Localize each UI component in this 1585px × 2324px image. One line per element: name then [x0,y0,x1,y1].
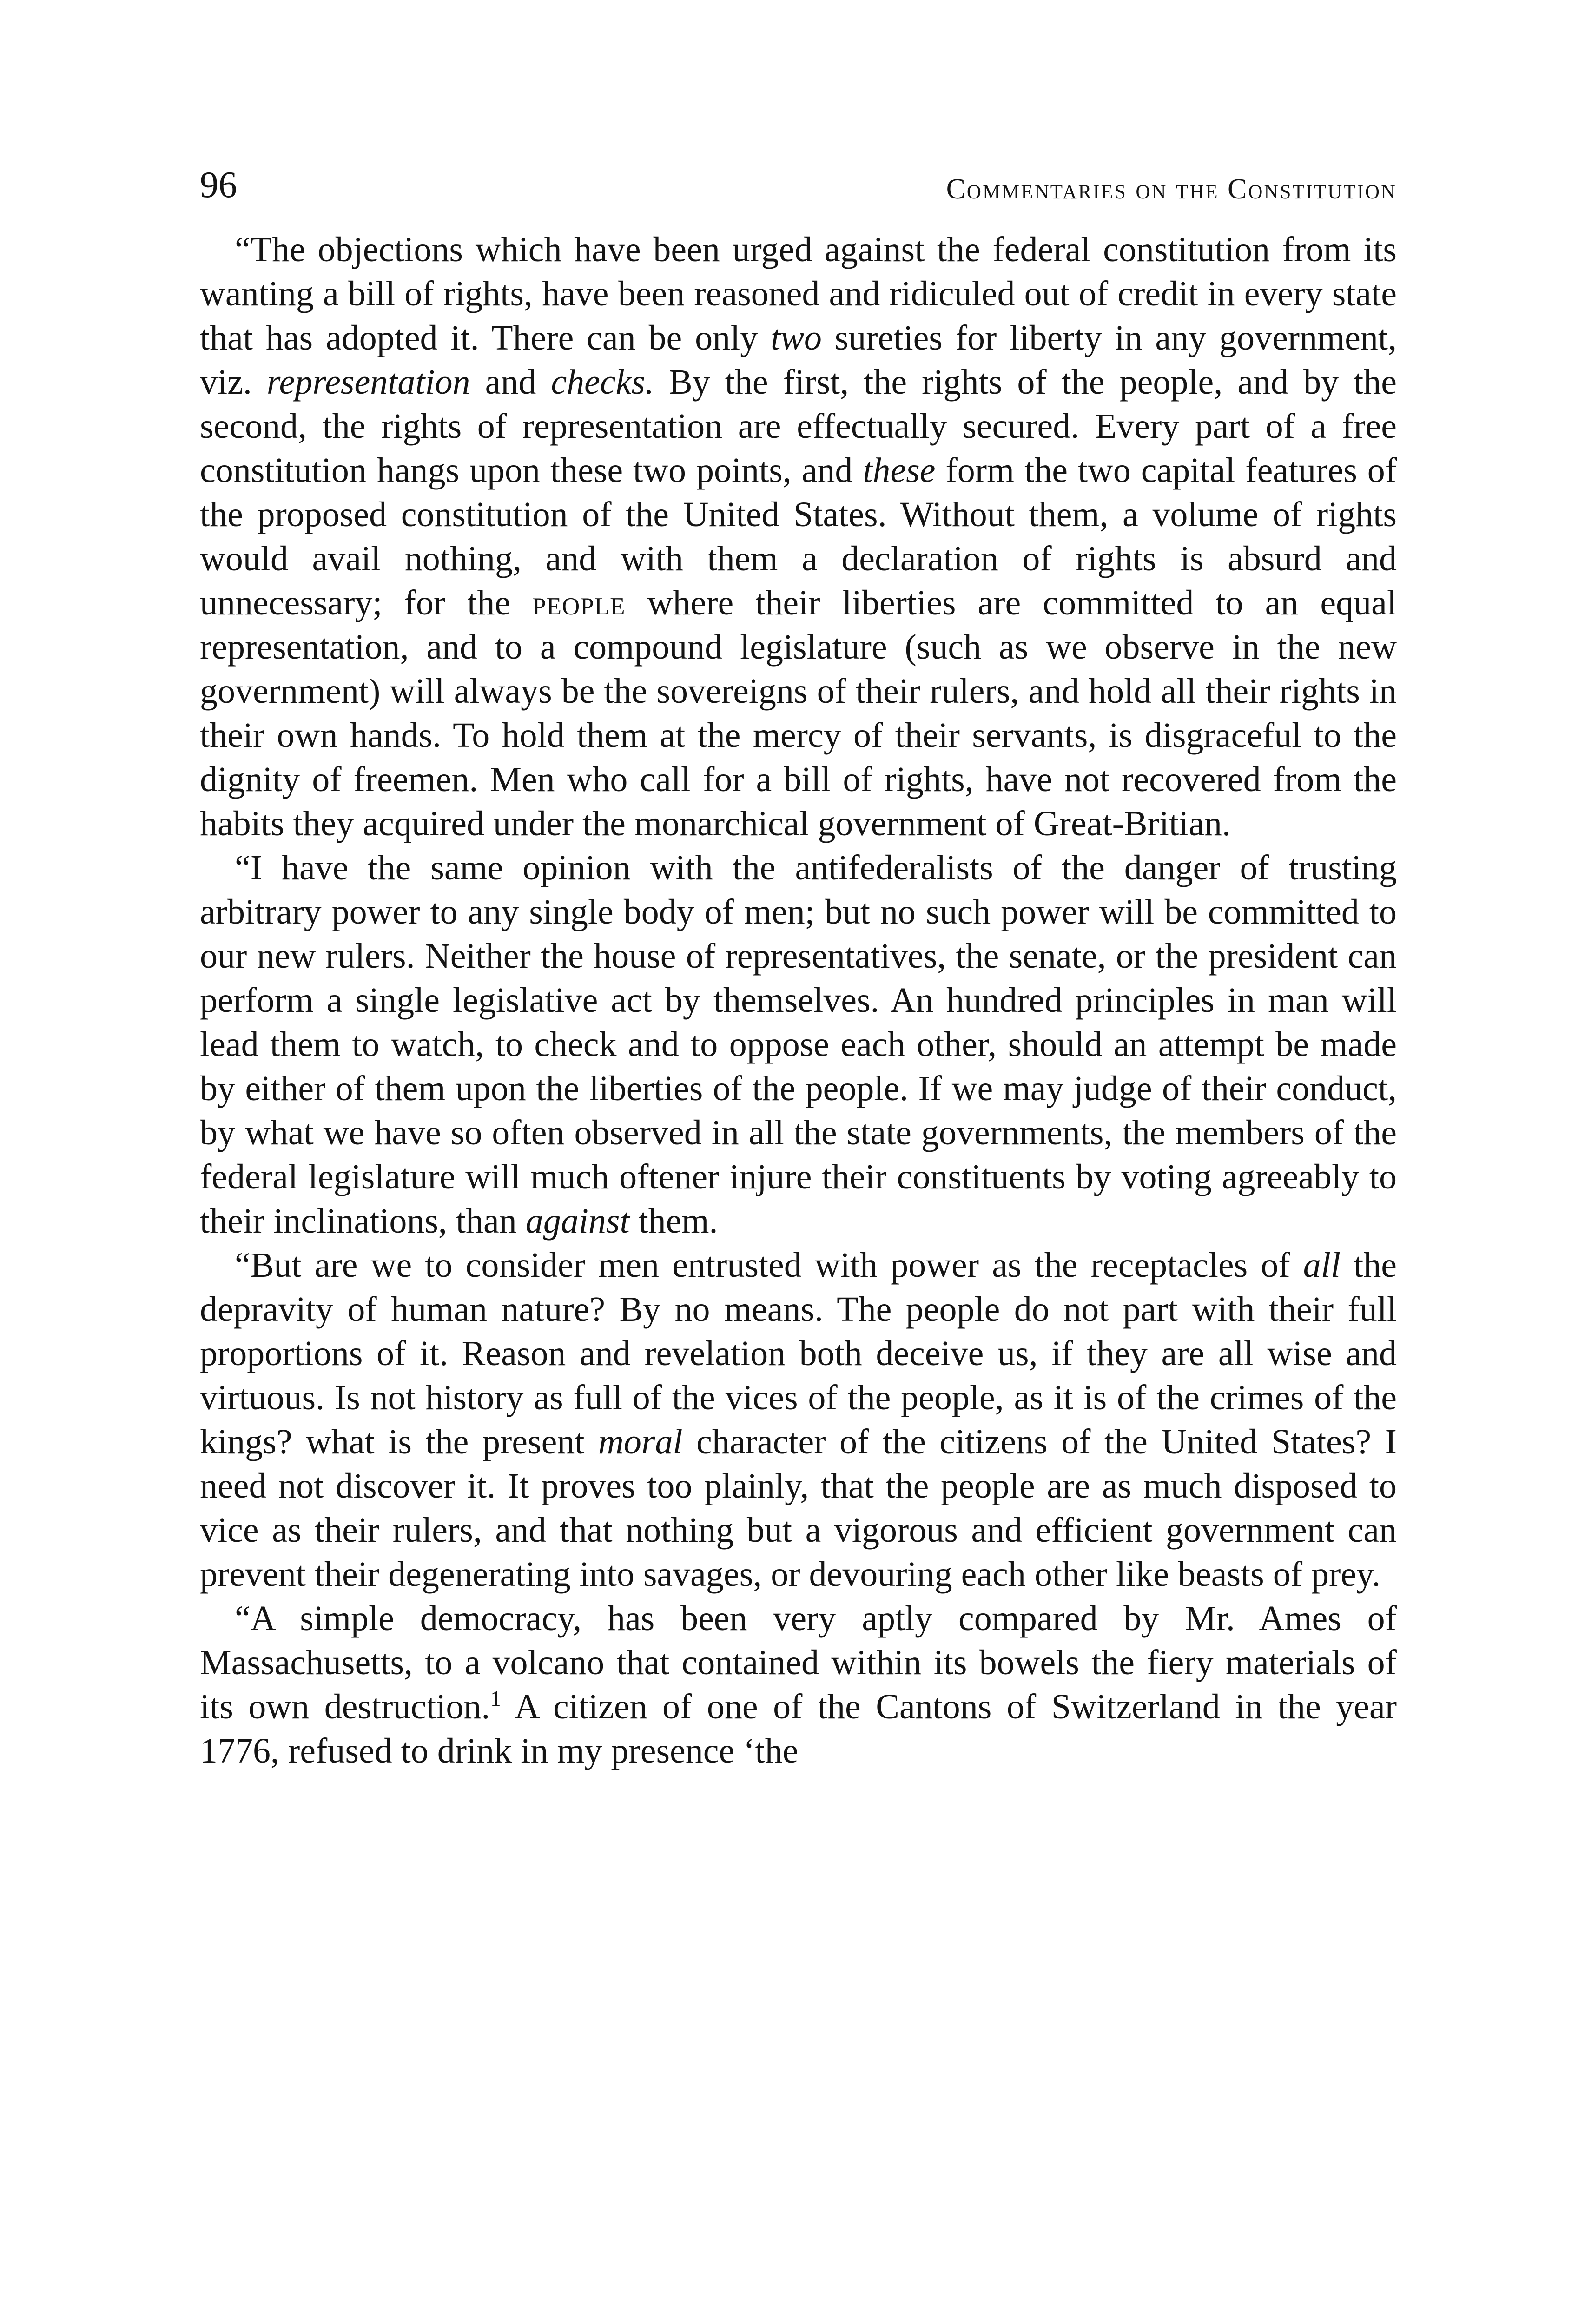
paragraph [200,846,1397,1243]
text-segment: where their liberties are committed to an equal representation, and to a compound legislature (such as we observe in the new government) will always be the sovereigns of their rulers, and hold all their rights in their own hands. To hold them at the mercy of their servants, is disgraceful to the dignity of freemen. Men who call for a bill of rights, have not recovered from the habits they acquired under the monarchical government of Great-Britian. [200,583,1397,843]
text-segment: “A simple democracy, has been very aptly compared by Mr. Ames of Massachusetts, to a volcano that contained within its bowels the fiery materials of its own destruction. [200,1599,1397,1726]
footnote-reference: 1 [490,1686,502,1711]
paragraph [200,228,1397,846]
italic-text: against [525,1202,630,1241]
italic-text: two [771,318,822,357]
running-title: Commentaries on the Constitution [946,173,1397,205]
text-segment: A citizen of one of the Cantons of Switzerland in the year 1776, refused to drink in my presence ‘the [200,1687,1397,1770]
italic-text: checks. [551,363,654,402]
text-segment: character of the citizens of the United States? I need not discover it. It proves too plainly, that the people are as much disposed to vice as their rulers, and that nothing but a vigorous and efficient government can prevent their degenerating into savages, or devouring each other like beasts of prey. [200,1422,1397,1594]
text-segment: “But are we to consider men entrusted with power as the receptacles of [235,1246,1303,1285]
text-segment: “I have the same opinion with the antifederalists of the danger of trusting arbitrary power to any single body of men; but no such power will be committed to our new rulers. Neither the house of representatives, the senate, or the president can perform a single legislative act by themselves. An hundred principles in man will lead them to watch, to check and to oppose each other, should an attempt be made by either of them upon the liberties of the people. If we may judge of their conduct, by what we have so often observed in all the state governments, the members of the federal legislature will much oftener injure their constituents by voting agreeably to their inclinations, than [200,848,1397,1241]
book-page [200,158,1397,1773]
paragraph [200,1243,1397,1597]
text-segment: sureties for liberty in any government, viz. [200,318,1397,402]
text-segment: form the two capital features of the proposed constitution of the United States. Without them, a volume of rights would avail nothing, and with them a declaration of rights is absurd and unnecessary; for the [200,451,1397,622]
italic-text: all [1303,1246,1341,1285]
paragraph [200,1597,1397,1773]
italic-text: moral [598,1422,683,1461]
italic-text: representation [266,363,470,402]
text-segment: and [470,363,551,402]
text-segment: them. [629,1202,718,1241]
small-caps-text: people [532,583,626,622]
italic-text: these [863,451,936,490]
text-segment: “The objections which have been urged against the federal constitution from its wanting a bill of rights, have been reasoned and ridiculed out of credit in every state that has adopted it. There can be only [200,230,1397,357]
running-head [200,158,1397,209]
body-text [200,228,1397,1773]
page-number: 96 [200,165,237,205]
text-segment: By the first, the rights of the people, and by the second, the rights of representation are effectually secured. Every part of a free constitution hangs upon these two points, and [200,363,1397,490]
text-segment: the depravity of human nature? By no means. The people do not part with their full proportions of it. Reason and revelation both deceive us, if they are all wise and virtuous. Is not history as full of the vices of the people, as it is of the crimes of the kings? what is the present [200,1246,1397,1461]
